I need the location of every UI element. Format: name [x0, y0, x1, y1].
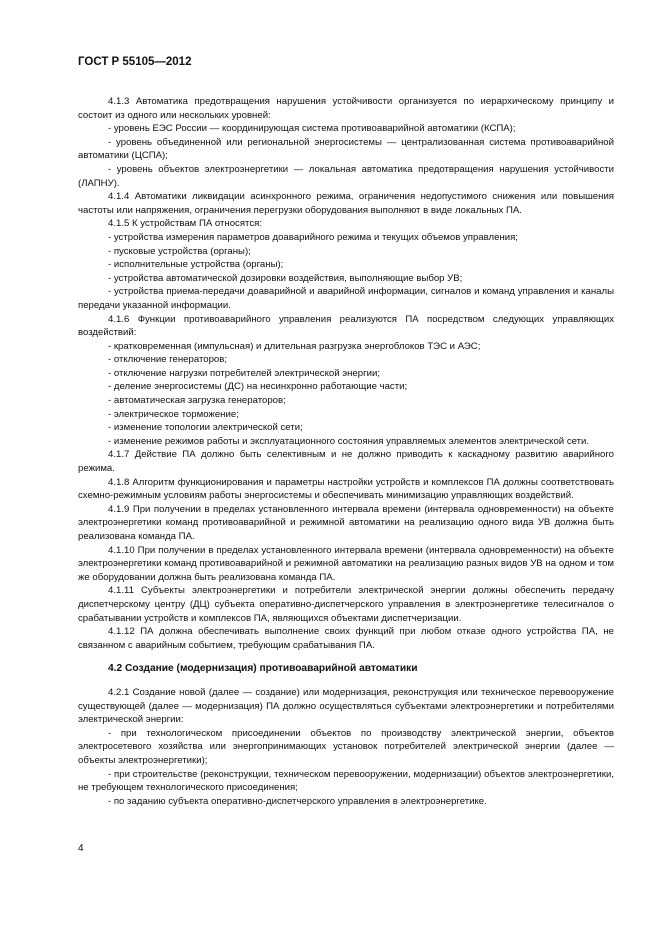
list-item: - изменение топологии электрической сети;: [108, 422, 303, 434]
list-item: - устройства приема-передачи доаварийной и аварийной информации, сигналов и команд управления и каналы передачи указанной информации.: [78, 286, 614, 311]
paragraph-4-1-8: 4.1.8 Алгоритм функционирования и параметры настройки устройств и комплексов ПА должны соответствовать схемно-режимным условиям работы энергосистемы и обеспечивать минимизацию управляющих воздействий.: [78, 476, 614, 502]
list-item: - отключение генераторов;: [108, 354, 228, 366]
list-item: - деление энергосистемы (ДС) на несинхронно работающие части;: [108, 381, 408, 393]
list-item: - при технологическом присоединении объектов по производству электрической энергии, объектов электросетевого хозяйства или энергопринимающих установок потребителей электрической энергии (далее — объекты электроэнергетики);: [78, 727, 614, 766]
section-heading-4-2: 4.2 Создание (модернизация) противоаварийной автоматики: [108, 663, 418, 675]
list-item: - по заданию субъекта оперативно-диспетчерского управления в электроэнергетике.: [108, 795, 487, 807]
list-item: - пусковые устройства (органы);: [108, 245, 251, 257]
list-item: - устройства автоматической дозировки воздействия, выполняющие выбор УВ;: [108, 272, 463, 284]
list-item: - кратковременная (импульсная) и длительная разгрузка энергоблоков ТЭС и АЭС;: [108, 340, 481, 352]
standard-designation: ГОСТ Р 55105—2012: [78, 56, 192, 68]
document-body: [78, 95, 614, 808]
list-item: - при строительстве (реконструкции, техническом перевооружении, модернизации) объектов электроэнергетики, не требующем технологического присоединения;: [78, 768, 614, 794]
list-item: - уровень объединенной или региональной энергосистемы — централизованная система противоаварийной автоматики (ЦСПА);: [78, 136, 614, 162]
paragraph-4-1-5: 4.1.5 К устройствам ПА относятся:: [108, 218, 262, 230]
list-item: - автоматическая загрузка генераторов;: [108, 395, 286, 407]
list-item: - уровень ЕЭС России — координирующая система противоаварийной автоматики (КСПА);: [108, 123, 516, 135]
list-item: - электрическое торможение;: [108, 408, 239, 420]
list-item: - устройства измерения параметров доаварийного режима и текущих объемов управления;: [108, 231, 518, 243]
list-item: - исполнительные устройства (органы);: [108, 259, 284, 271]
paragraph-4-1-10: 4.1.10 При получении в пределах установленного интервала времени (интервала одновременности) на объекте электроэнергетики команд противоаварийной и режимной автоматики на реализацию разных видов УВ на одном и том же оборудовании должна быть реализована команда ПА.: [78, 544, 614, 583]
list-item: - отключение нагрузки потребителей электрической энергии;: [108, 367, 380, 379]
paragraph-4-1-11: 4.1.11 Субъекты электроэнергетики и потребители электрической энергии должны обеспечить передачу диспетчерскому центру (ДЦ) субъекта оперативно-диспетчерского управления в электроэнергетике телесигналов о срабатывании устройств и комплексов ПА, являющихся объектами диспетчеризации.: [78, 585, 614, 624]
list-item: - уровень объектов электроэнергетики — локальная автоматика предотвращения нарушения устойчивости (ЛАПНУ).: [78, 163, 614, 189]
page-number: 4: [78, 843, 84, 854]
list-item: - изменение режимов работы и эксплуатационного состояния управляемых элементов электрической сети.: [108, 435, 590, 447]
paragraph-4-1-4: 4.1.4 Автоматики ликвидации асинхронного режима, ограничения недопустимого снижения или повышения частоты или напряжения, ограничения перегрузки оборудования выполняют в виде локальных ПА.: [78, 191, 614, 216]
paragraph-4-1-12: 4.1.12 ПА должна обеспечивать выполнение своих функций при любом отказе одного устройства ПА, не связанном с аварийным событием, требующим срабатывания ПА.: [78, 626, 614, 651]
paragraph-4-1-7: 4.1.7 Действие ПА должно быть селективным и не должно приводить к каскадному развитию аварийного режима.: [78, 449, 614, 475]
paragraph-4-2-1: 4.2.1 Создание новой (далее — создание) или модернизация, реконструкция или техническое перевооружение существующей (далее — модернизация) ПА должно осуществляться субъектами электроэнергетики и потребителями электрической энергии:: [78, 686, 614, 726]
paragraph-4-1-6: 4.1.6 Функции противоаварийного управления реализуются ПА посредством следующих управляющих воздействий:: [78, 313, 614, 339]
paragraph-4-1-3: 4.1.3 Автоматика предотвращения нарушения устойчивости организуется по иерархическому принципу и состоит из одного или нескольких уровней:: [78, 96, 614, 121]
paragraph-4-1-9: 4.1.9 При получении в пределах установленного интервала времени (интервала одновременности) на объекте электроэнергетики команд противоаварийной и режимной автоматики на реализацию одного вида УВ должна быть реализована команда ПА.: [78, 503, 614, 542]
